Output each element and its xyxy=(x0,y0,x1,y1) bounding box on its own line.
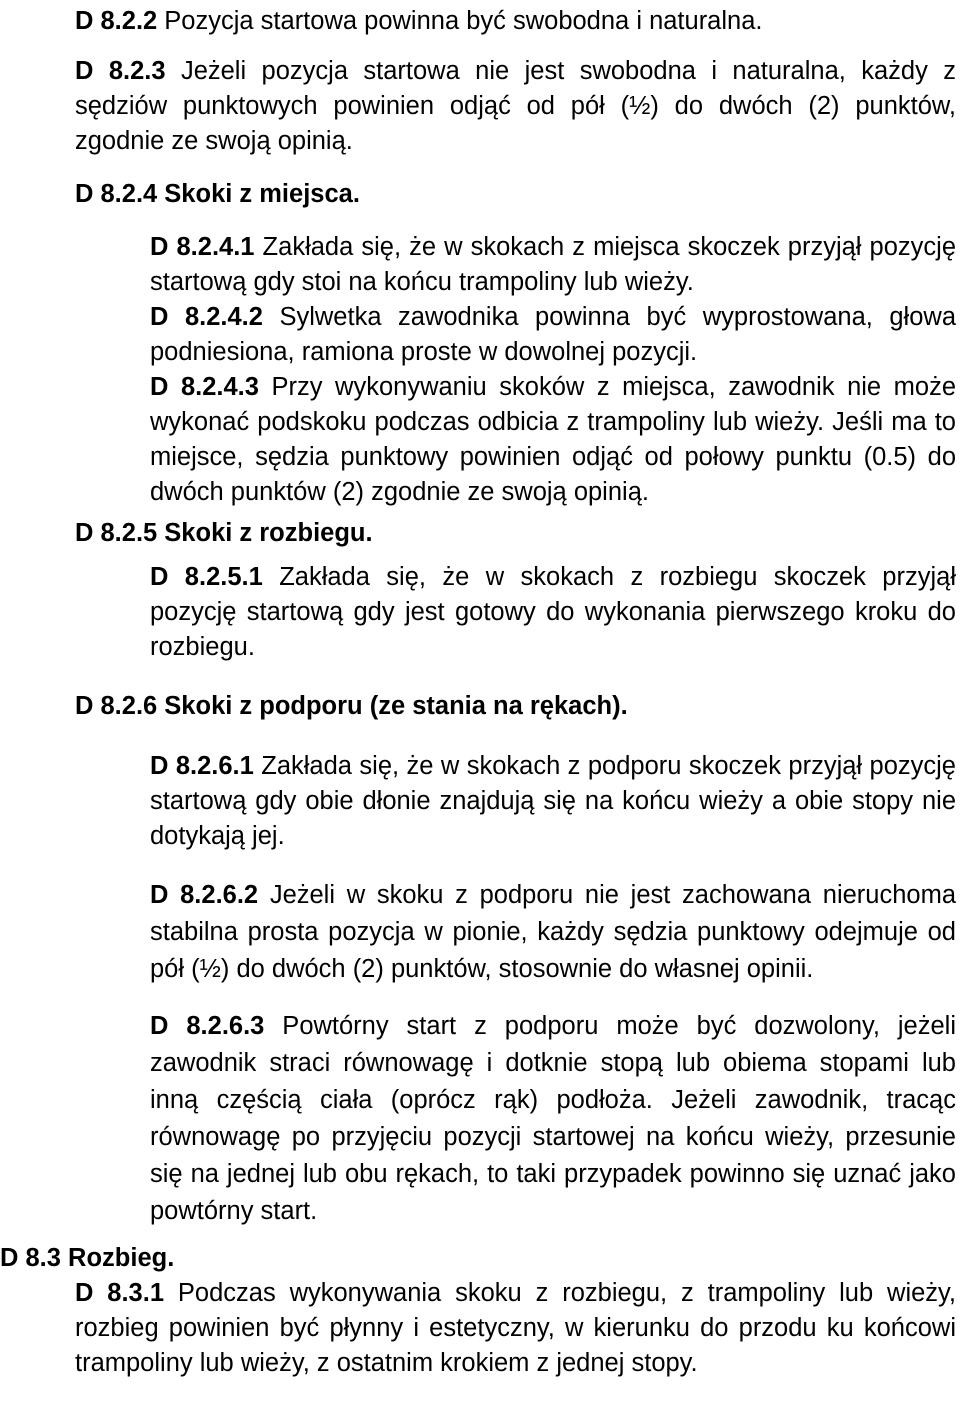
heading-title: Skoki z podporu (ze stania na rękach). xyxy=(157,692,628,720)
clause-text: Sylwetka zawodnika powinna być wyprostowana, głowa podniesiona, ramiona proste w dowolnej pozycji. xyxy=(150,303,957,366)
clause-number: D 8.2.3 xyxy=(75,57,166,85)
clause-number: D 8.2.6.3 xyxy=(150,1012,265,1040)
clause-d-8-2-6-1 xyxy=(150,749,956,854)
clause-d-8-3-1 xyxy=(75,1276,956,1381)
clause-d-8-2-4-2 xyxy=(150,300,956,370)
clause-d-8-2-6-3 xyxy=(150,1008,956,1230)
heading-title: Skoki z rozbiegu. xyxy=(157,519,373,547)
clause-d-8-2-3 xyxy=(75,54,956,159)
clause-number: D 8.2.2 xyxy=(75,7,158,35)
heading-number: D 8.2.4 xyxy=(75,180,158,208)
heading-d-8-3 xyxy=(0,1241,960,1276)
clause-d-8-2-5-1 xyxy=(150,560,956,665)
clause-number: D 8.3.1 xyxy=(75,1279,165,1307)
heading-title: Rozbieg. xyxy=(60,1244,175,1272)
clause-text: Jeżeli pozycja startowa nie jest swobodna i naturalna, każdy z sędziów punktowych powinien odjąć od pół (½) do dwóch (2) punktów, zgodnie ze swoją opinią. xyxy=(75,57,957,155)
clause-number: D 8.2.4.2 xyxy=(150,303,263,331)
clause-d-8-2-4-3 xyxy=(150,370,956,510)
heading-d-8-2-5 xyxy=(75,516,956,551)
heading-number: D 8.2.5 xyxy=(75,519,158,547)
clause-text: Jeżeli w skoku z podporu nie jest zachowana nieruchoma stabilna prosta pozycja w pionie, każdy sędzia punktowy odejmuje od pół (½) do dwóch (2) punktów, stosownie do własnej opinii. xyxy=(150,881,956,983)
clause-number: D 8.2.4.3 xyxy=(150,373,259,401)
clause-d-8-2-6-2 xyxy=(150,877,956,988)
heading-title: Skoki z miejsca. xyxy=(157,180,360,208)
heading-number: D 8.2.6 xyxy=(75,692,158,720)
clause-number: D 8.2.4.1 xyxy=(150,233,255,261)
clause-number: D 8.2.6.1 xyxy=(150,752,254,780)
clause-d-8-2-2 xyxy=(75,4,956,39)
clause-number: D 8.2.5.1 xyxy=(150,563,263,591)
clause-text: Zakłada się, że w skokach z podporu skoczek przyjął pozycję startową gdy obie dłonie znajdują się na końcu wieży a obie stopy nie dotykają jej. xyxy=(150,752,956,850)
clause-text: Zakłada się, że w skokach z rozbiegu skoczek przyjął pozycję startową gdy jest gotowy do wykonania pierwszego kroku do rozbiegu. xyxy=(150,563,956,661)
clause-d-8-2-4-1 xyxy=(150,230,956,300)
heading-d-8-2-6 xyxy=(75,689,956,724)
clause-text: Zakłada się, że w skokach z miejsca skoczek przyjął pozycję startową gdy stoi na końcu trampoliny lub wieży. xyxy=(150,233,957,296)
heading-d-8-2-4 xyxy=(75,177,956,212)
clause-text: Pozycja startowa powinna być swobodna i naturalna. xyxy=(157,7,763,35)
heading-number: D 8.3 xyxy=(0,1244,61,1272)
clause-number: D 8.2.6.2 xyxy=(150,881,259,909)
clause-text: Podczas wykonywania skoku z rozbiegu, z trampoliny lub wieży, rozbieg powinien być płynny i estetyczny, w kierunku do przodu ku końcowi trampoliny lub wieży, z ostatnim krokiem z jednej stopy. xyxy=(75,1279,956,1377)
clause-text: Powtórny start z podporu może być dozwolony, jeżeli zawodnik straci równowagę i dotknie stopą lub obiema stopami lub inną częścią ciała (oprócz rąk) podłoża. Jeżeli zawodnik, tracąc równowagę po przyjęciu pozycji startowej na końcu wieży, przesunie się na jednej lub obu rękach, to taki przypadek powinno się uznać jako powtórny start. xyxy=(150,1012,957,1225)
clause-text: Przy wykonywaniu skoków z miejsca, zawodnik nie może wykonać podskoku podczas odbicia z trampoliny lub wieży. Jeśli ma to miejsce, sędzia punktowy powinien odjąć od połowy punktu (0.5) do dwóch punktów (2) zgodnie ze swoją opinią. xyxy=(150,373,957,506)
